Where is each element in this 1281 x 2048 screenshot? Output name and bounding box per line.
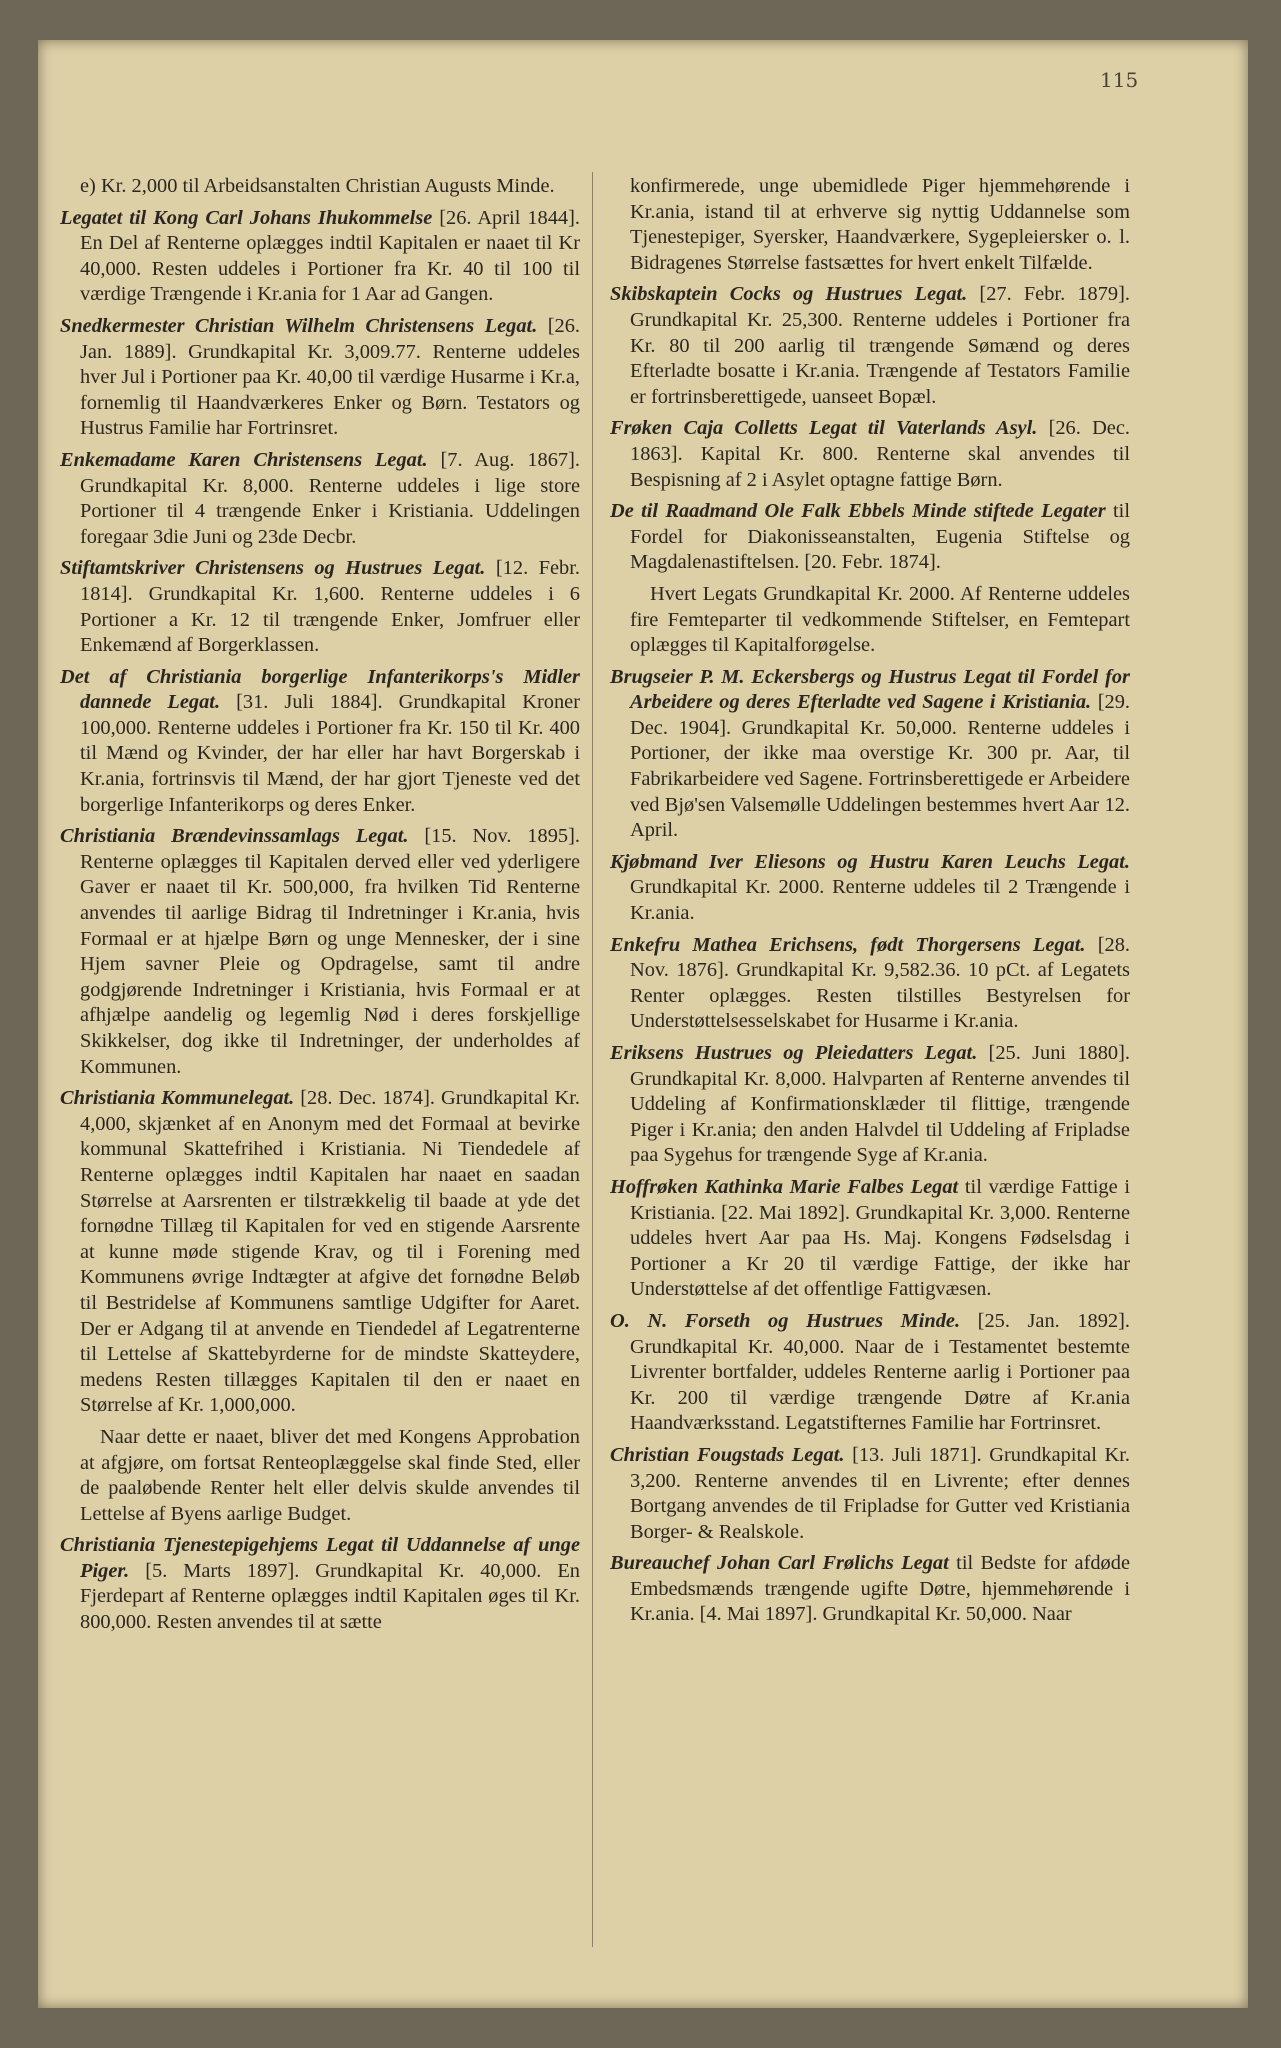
entry-title: Enkefru Mathea Erichsens, født Thorgersens Legat. bbox=[610, 933, 1086, 956]
entry-title: Christiania Tjenestepigehjems Legat til Uddannelse af unge Piger. bbox=[60, 1534, 580, 1582]
entry-text: [26. Jan. 1889]. Grundkapital Kr. 3,009.77. Renterne uddeles hver Jul i Portioner paa Kr. 40,00 til værdige Husarme i Kr.a, fornemlig til Haandværkeres Enker og Børn. Testators og Hustrus Familie har Fortrinsret. bbox=[80, 314, 580, 440]
legacy-entry bbox=[610, 1551, 1130, 1628]
entry-text: [29. Dec. 1904]. Grundkapital Kr. 50,000. Renterne uddeles i Portioner, der ikke maa overstige Kr. 300 pr. Aar, til Fabrikarbeidere ved Sagene. Fortrinsberettigede er Arbeidere ved Bjø'sen Valsemølle Uddelingen bestemmes hvert Aar 12. April. bbox=[630, 691, 1130, 842]
legacy-entry bbox=[60, 1086, 580, 1419]
legacy-entry bbox=[60, 1425, 580, 1527]
entry-title: Skibskaptein Cocks og Hustrues Legat. bbox=[610, 283, 968, 306]
entry-title: Stiftamtskriver Christensens og Hustrues Legat. bbox=[60, 557, 486, 580]
entry-text: [7. Aug. 1867]. Grundkapital Kr. 8,000. Renterne uddeles i lige store Portioner til 4 trængende Enker i Kristiania. Uddelingen foregaar 3die Juni og 23de Decbr. bbox=[80, 448, 580, 548]
page-number: 115 bbox=[1100, 68, 1139, 92]
entry-title: Legatet til Kong Carl Johans Ihukommelse bbox=[60, 206, 433, 229]
entry-text: [13. Juli 1871]. Grundkapital Kr. 3,200. Renterne anvendes til en Livrente; efter dennes Bortgang anvendes de til Fripladse for Gutter ved Kristiania Borger- & Realskole. bbox=[630, 1443, 1130, 1543]
entry-title: Frøken Caja Colletts Legat til Vaterlands Asyl. bbox=[610, 417, 1038, 440]
entry-text: [26. April 1844]. En Del af Renterne oplægges indtil Kapitalen er naaet til Kr 40,000. Resten uddeles i Portioner fra Kr. 40 til 100 til værdige Trængende i Kr.ania for 1 Aar ad Gangen. bbox=[80, 206, 580, 306]
legacy-entry bbox=[60, 1533, 580, 1635]
right-column bbox=[610, 174, 1130, 1634]
entry-text: [28. Nov. 1876]. Grundkapital Kr. 9,582.36. 10 pCt. af Legatets Renter oplægges. Resten tilstilles Bestyrelsen for Understøttelsesselskabet for Husarme i Kr.ania. bbox=[630, 933, 1130, 1033]
entry-title: Brugseier P. M. Eckersbergs og Hustrus Legat til Fordel for Arbeidere og deres Efterladte ved Sagene i Kristiania. bbox=[610, 665, 1130, 714]
entry-text: Hvert Legats Grundkapital Kr. 2000. Af Renterne uddeles fire Femteparter til vedkommende Stiftelser, en Femtepart oplægges til Kapitalforøgelse. bbox=[630, 582, 1130, 657]
column-divider bbox=[592, 172, 593, 1947]
legacy-entry bbox=[60, 206, 580, 308]
entry-title: Hoffrøken Kathinka Marie Falbes Legat bbox=[610, 1175, 959, 1198]
entry-title: O. N. Forseth og Hustrues Minde. bbox=[610, 1309, 961, 1332]
entry-text: til Bedste for afdøde Embedsmænds trængende ugifte Døtre, hjemmehørende i Kr.ania. [4. Mai 1897]. Grundkapital Kr. 50,000. Naar bbox=[630, 1552, 1130, 1626]
legacy-entry bbox=[610, 416, 1130, 493]
entry-text: [15. Nov. 1895]. Renterne oplægges til Kapitalen derved eller ved yderligere Gaver er naaet til Kr. 500,000, fra hvilken Tid Renterne anvendes til aarlige Bidrag til Indretninger i Kr.ania, hvis Formaal er at hjælpe Børn og unge Mennesker, der i sine Hjem savner Pleie og Opdragelse, samt til andre godgjørende Indretninger i Kristiania, hvis Formaal er at afhjælpe aandelig og legemlig Nød i deres forskjellige Skikkelser, dog ikke til Indretninger, der underholdes af Kommunen. bbox=[80, 825, 580, 1078]
legacy-entry bbox=[610, 1041, 1130, 1169]
legacy-entry bbox=[60, 665, 580, 819]
legacy-entry bbox=[60, 314, 580, 442]
entry-text: til Fordel for Diakonisseanstalten, Eugenia Stiftelse og Magdalenastiftelsen. [20. Febr. 1874]. bbox=[630, 500, 1131, 574]
entry-title: Snedkermester Christian Wilhelm Christensens Legat. bbox=[60, 314, 538, 337]
entry-title: Kjøbmand Iver Eliesons og Hustru Karen Leuchs Legat. bbox=[610, 850, 1130, 873]
left-column bbox=[60, 174, 580, 1642]
entry-text: e) Kr. 2,000 til Arbeidsanstalten Christian Augusts Minde. bbox=[80, 175, 555, 197]
entry-title: Eriksens Hustrues og Pleiedatters Legat. bbox=[610, 1042, 978, 1064]
legacy-entry bbox=[610, 1443, 1130, 1545]
legacy-entry bbox=[610, 582, 1130, 659]
legacy-entry bbox=[610, 1175, 1130, 1303]
entry-text: [31. Juli 1884]. Grundkapital Kroner 100,000. Renterne uddeles i Portioner fra Kr. 150 til Kr. 400 til Mænd og Kvinder, der har eller har havt Borgerskab i Kr.ania, fortrinsvis til Mænd, der har gjort Tjeneste ved det borgerlige Infanterikorps og deres Enker. bbox=[80, 691, 581, 816]
entry-title: Det af Christiania borgerlige Infanterikorps's Midler dannede Legat. bbox=[60, 665, 580, 714]
entry-text: [5. Marts 1897]. Grundkapital Kr. 40,000. En Fjerdepart af Renterne oplægges indtil Kapitalen øges til Kr. 800,000. Resten anvendes til at sætte bbox=[80, 1559, 580, 1634]
entry-title: De til Raadmand Ole Falk Ebbels Minde stiftede Legater bbox=[610, 500, 1106, 523]
entry-title: Christian Fougstads Legat. bbox=[610, 1443, 845, 1466]
legacy-entry bbox=[610, 174, 1130, 276]
legacy-entry bbox=[610, 850, 1130, 927]
entry-text: [25. Juni 1880]. Grundkapital Kr. 8,000. Halvparten af Renterne anvendes til Uddeling af Konfirmationsklæder til flittige, trængende Piger i Kr.ania; den anden Halvdel til Uddeling af Fripladse paa Sygehus for trængende Syge af Kr.ania. bbox=[630, 1042, 1130, 1167]
entry-text: Naar dette er naaet, bliver det med Kongens Approbation at afgjøre, om fortsat Renteoplæggelse skal finde Sted, eller de paaløbende Renter helt eller delvis skulde anvendes til Lettelse af Byens aarlige Budget. bbox=[80, 1425, 580, 1525]
entry-text: [27. Febr. 1879]. Grundkapital Kr. 25,300. Renterne uddeles i Portioner fra Kr. 80 til 200 aarlig til trængende Sømænd og deres Efterladte bosatte i Kr.ania. Trængende af Testators Familie er fortrinsberettigede, uanseet Bopæl. bbox=[630, 283, 1130, 408]
entry-title: Christiania Kommunelegat. bbox=[60, 1087, 295, 1110]
legacy-entry bbox=[60, 824, 580, 1080]
entry-text: [28. Dec. 1874]. Grundkapital Kr. 4,000, skjænket af en Anonym med det Formaal at bevirke kommunal Skattefrihed i Kristiania. Ni Tiendedele af Renterne oplægges indtil Kapitalen har naaet en saadan Størrelse at Aarsrenten er tilstrækkelig til baade at yde det fornødne Tillæg til Kapitalen for ved en stigende Aarsrente at kunne møde stigende Krav, og til i Forening med Kommunens øvrige Indtægter at afgive det fornødne Beløb til Bestridelse af Kommunens samtlige Udgifter for Aaret. Der er Adgang til at anvende en Tiendedel af Legatrenterne til Lettelse af Skattebyrderne for de mindste Skatteydere, medens Resten tillægges Kapitalen til den er naaet en Størrelse af Kr. 1,000,000. bbox=[80, 1087, 581, 1417]
entry-text: [26. Dec. 1863]. Kapital Kr. 800. Renterne skal anvendes til Bespisning af 2 i Asylet optagne fattige Børn. bbox=[630, 417, 1130, 491]
legacy-entry bbox=[610, 499, 1130, 576]
legacy-entry bbox=[60, 448, 580, 550]
legacy-entry bbox=[610, 282, 1130, 410]
legacy-entry bbox=[60, 556, 580, 658]
entry-text: [25. Jan. 1892]. Grundkapital Kr. 40,000. Naar de i Testamentet bestemte Livrenter bortfalder, uddeles Renterne aarlig i Portioner paa Kr. 200 til værdige trængende Døtre af Kr.ania Haandværksstand. Legatstifternes Familie har Fortrinsret. bbox=[630, 1309, 1130, 1435]
legacy-entry bbox=[610, 933, 1130, 1035]
entry-title: Christiania Brændevinssamlags Legat. bbox=[60, 825, 409, 848]
legacy-entry bbox=[610, 1309, 1130, 1437]
entry-text: konfirmerede, unge ubemidlede Piger hjemmehørende i Kr.ania, istand til at erhverve sig nyttig Uddannelse som Tjenestepiger, Syersker, Haandværkere, Sygepleiersker o. l. Bidragenes Størrelse fastsættes for hvert enkelt Tilfælde. bbox=[630, 175, 1130, 274]
legacy-entry bbox=[60, 174, 580, 200]
entry-title: Enkemadame Karen Christensens Legat. bbox=[60, 448, 428, 471]
entry-title: Bureauchef Johan Carl Frølichs Legat bbox=[610, 1552, 949, 1575]
legacy-entry bbox=[610, 665, 1130, 844]
entry-text: Grundkapital Kr. 2000. Renterne uddeles til 2 Trængende i Kr.ania. bbox=[630, 876, 1130, 925]
entry-text: [12. Febr. 1814]. Grundkapital Kr. 1,600. Renterne uddeles i 6 Portioner a Kr. 12 til trængende Enker, Jomfruer eller Enkemænd af Borgerklassen. bbox=[80, 557, 580, 657]
entry-text: til værdige Fattige i Kristiania. [22. Mai 1892]. Grundkapital Kr. 3,000. Renterne uddeles hvert Aar paa Hs. Maj. Kongens Fødselsdag i Portioner a Kr 20 til værdige Fattige, der ikke har Understøttelse af det offentlige Fattigvæsen. bbox=[630, 1175, 1130, 1301]
